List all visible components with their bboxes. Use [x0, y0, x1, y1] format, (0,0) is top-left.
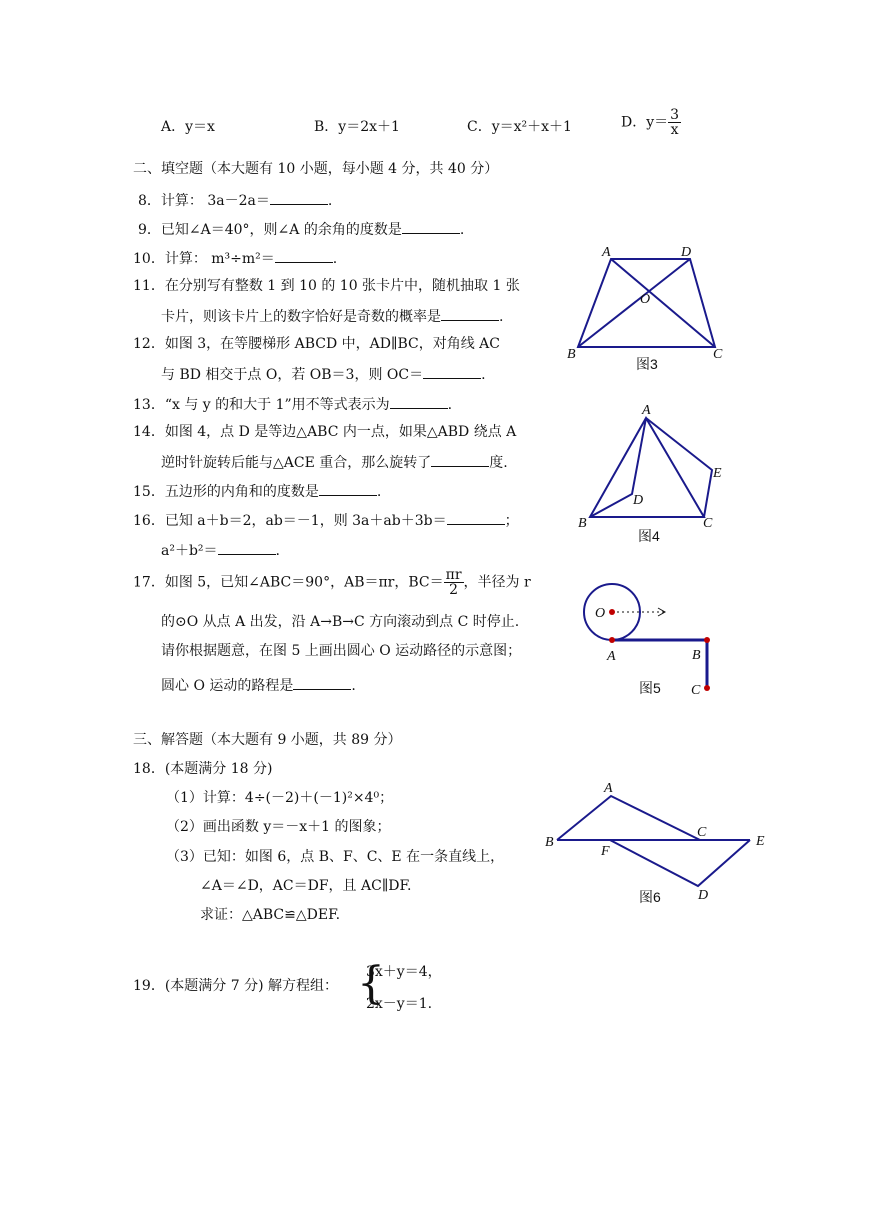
q18-part3-given: ∠A＝∠D，AC＝DF，且 AC∥DF.	[200, 878, 412, 894]
q14-text: 逆时针旋转后能与△ACE 重合，那么旋转了	[161, 455, 432, 471]
q17-text1a: 17．如图 5，已知∠ABC＝90°，AB＝πr，BC＝	[133, 574, 444, 591]
q12-end: .	[481, 367, 486, 383]
q18-part3-prove: 求证：△ABC≌△DEF.	[200, 907, 341, 923]
option-d-prefix: D．y＝	[621, 114, 669, 131]
point-o	[609, 609, 615, 615]
fig3-label-d: D	[681, 245, 692, 260]
q19-eq2: 2x－y＝1.	[366, 996, 433, 1012]
q16-end1: ；	[504, 513, 519, 529]
q17-text1b: ，半径为 r	[463, 574, 531, 591]
q19: 19．(本题满分 7 分) 解方程组：	[133, 978, 338, 994]
fig6-label-d: D	[698, 888, 709, 903]
fig4-label-b: B	[578, 516, 587, 531]
q9-text: 9．已知∠A＝40°，则∠A 的余角的度数是	[138, 222, 402, 238]
fig4-label-d: D	[633, 493, 644, 508]
point-b	[704, 637, 710, 643]
fig4-label-e: E	[713, 466, 722, 481]
q15-end: .	[376, 484, 382, 500]
q15-text: 15．五边形的内角和的度数是	[133, 484, 319, 500]
fig3-label-b: B	[567, 347, 576, 362]
fig4-label-c: C	[703, 516, 713, 531]
q16-text1: 16．已知 a＋b＝2，ab＝－1，则 3a＋ab＋3b＝	[133, 513, 447, 529]
fig6-label-f: F	[601, 844, 610, 859]
q18-title: 18．(本题满分 18 分)	[133, 761, 273, 777]
fig6-label-b: B	[545, 835, 554, 850]
q17-frac-num: πr	[445, 567, 462, 583]
fig3-label-c: C	[713, 347, 723, 362]
q9-end: .	[459, 222, 465, 238]
q18-part2: （2）画出函数 y＝－x＋1 的图象；	[166, 819, 391, 835]
fig5-label-b: B	[692, 648, 701, 663]
q17-frac-den: 2	[449, 582, 459, 598]
q11-text: 卡片，则该卡片上的数字恰好是奇数的概率是	[161, 309, 441, 325]
fig4-label-a: A	[642, 403, 651, 418]
option-a: A．y＝x	[161, 119, 215, 135]
fig3-caption: 图3	[636, 356, 658, 372]
fig6-label-a: A	[604, 781, 613, 796]
section3-heading: 三、解答题（本大题有 9 小题，共 89 分）	[133, 732, 402, 748]
option-b: B．y＝2x＋1	[314, 119, 400, 135]
triangle-abc-sides	[557, 796, 700, 840]
figure6-triangles	[557, 796, 750, 886]
point-c	[704, 685, 710, 691]
q10-text: 10．计算： m³÷m²＝	[133, 251, 275, 267]
fig5-label-c: C	[691, 683, 701, 698]
q17-text4: 圆心 O 运动的路程是	[161, 678, 294, 694]
fig5-label-o: O	[595, 606, 606, 621]
fig6-label-e: E	[756, 834, 765, 849]
q14-end: 度.	[489, 455, 508, 471]
q16-end2: .	[275, 543, 280, 559]
fig5-label-a: A	[607, 649, 616, 664]
q17-line3: 请你根据题意，在图 5 上画出圆心 O 运动路径的示意图；	[161, 643, 522, 659]
q16-text2: a²＋b²＝	[161, 543, 218, 559]
q11-line1: 11．在分别写有整数 1 到 10 的 10 张卡片中，随机抽取 1 张	[133, 278, 520, 294]
q13-end: .	[447, 397, 453, 413]
q12-line1: 12．如图 3，在等腰梯形 ABCD 中，AD∥BC，对角线 AC	[133, 336, 501, 352]
q11-end: .	[499, 309, 504, 325]
option-d-denominator: x	[670, 122, 679, 138]
q12-text: 与 BD 相交于点 O，若 OB＝3，则 OC＝	[161, 367, 424, 383]
q17-end: .	[351, 678, 356, 694]
fig6-caption: 图6	[639, 889, 661, 905]
fig3-label-a: A	[602, 245, 611, 260]
section2-heading: 二、填空题（本大题有 10 小题，每小题 4 分，共 40 分）	[133, 161, 499, 177]
fig3-label-o: O	[640, 292, 651, 307]
q8-end: .	[327, 193, 333, 209]
equilateral-triangle-abc	[590, 418, 704, 517]
q19-eq1: 3x＋y＝4，	[366, 964, 442, 980]
fig5-caption: 图5	[639, 680, 661, 696]
triangle-def-sides	[610, 840, 750, 886]
q14-line1: 14．如图 4，点 D 是等边△ABC 内一点，如果△ABD 绕点 A	[133, 424, 517, 440]
q13-text: 13．“x 与 y 的和大于 1”用不等式表示为	[133, 397, 390, 413]
figure4-triangles	[590, 418, 712, 517]
diagonal-ac	[611, 259, 715, 347]
segments-ae-ec	[646, 418, 712, 517]
figure5-path	[584, 584, 710, 691]
point-a	[609, 637, 615, 643]
q8-text: 8．计算： 3a－2a＝	[138, 193, 270, 209]
option-c: C．y＝x²＋x＋1	[467, 119, 572, 135]
q10-end: .	[332, 251, 338, 267]
q18-part1: （1）计算：4÷(－2)＋(－1)²×4⁰；	[166, 790, 394, 806]
option-d-numerator: 3	[670, 107, 680, 123]
fig4-caption: 图4	[638, 528, 660, 544]
q18-part3: （3）已知：如图 6，点 B、F、C、E 在一条直线上，	[166, 849, 505, 865]
q17-line2: 的⊙O 从点 A 出发，沿 A→B→C 方向滚动到点 C 时停止.	[161, 614, 520, 630]
fig6-label-c: C	[697, 825, 707, 840]
system-brace: {	[357, 958, 385, 1009]
